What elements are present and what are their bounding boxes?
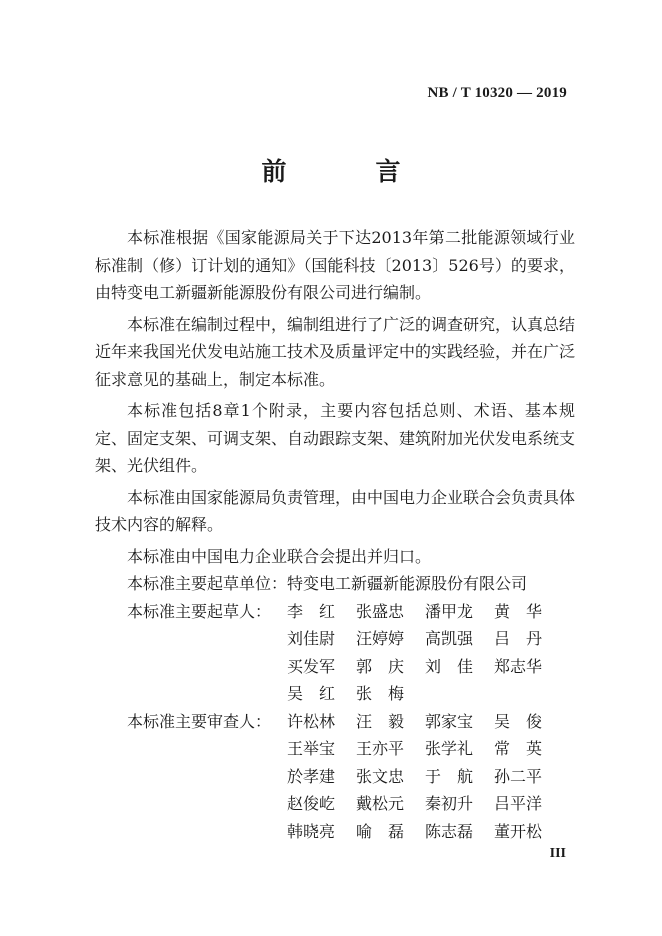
drafters-roster — [95, 598, 575, 708]
person-name: 汪婷婷 — [356, 629, 405, 648]
reviewers-label: 本标准主要审查人： — [127, 711, 272, 731]
person-name: 郑志华 — [494, 656, 543, 676]
paragraph-proposer: 本标准由中国电力企业联合会提出并归口。 — [127, 546, 432, 566]
reviewers-row — [287, 735, 563, 763]
person-name: 于 航 — [425, 766, 474, 786]
person-name: 常 英 — [494, 739, 543, 758]
reviewers-row — [287, 818, 563, 846]
person-name: 李 红 — [287, 601, 336, 621]
reviewers-row — [287, 790, 563, 818]
person-name: 潘甲龙 — [425, 601, 474, 621]
person-name: 张盛忠 — [356, 601, 405, 621]
paragraph-drafting-unit: 本标准主要起草单位：特变电工新疆新能源股份有限公司 — [127, 574, 528, 593]
reviewers-roster — [95, 708, 575, 846]
person-name: 王亦平 — [356, 739, 405, 758]
person-name: 刘佳尉 — [287, 629, 336, 648]
paragraph-basis: 本标准根据《国家能源局关于下达2013年第二批能源领域行业标准制（修）订计划的通知》（国能科技〔2013〕526号）的要求，由特变电工新疆新能源股份有限公司进行编制。 — [95, 228, 575, 302]
person-name: 汪 毅 — [356, 711, 405, 731]
person-name: 张学礼 — [425, 739, 474, 758]
person-name: 董开松 — [494, 821, 543, 841]
person-name: 喻 磊 — [356, 821, 405, 841]
person-name: 赵俊屹 — [287, 794, 336, 813]
reviewers-row — [287, 708, 563, 736]
person-name: 吕 丹 — [494, 629, 543, 648]
page-title: 前 言 — [261, 157, 433, 186]
reviewers-row — [287, 763, 563, 791]
preface-body — [95, 224, 575, 845]
person-name: 买发军 — [287, 656, 336, 676]
person-name: 陈志磊 — [425, 821, 474, 841]
person-name: 於孝建 — [287, 766, 336, 786]
person-name: 刘 佳 — [425, 656, 474, 676]
person-name: 张 梅 — [356, 684, 405, 703]
drafters-row — [287, 625, 563, 653]
drafters-label: 本标准主要起草人： — [127, 601, 272, 621]
standard-number: NB / T 10320 — 2019 — [427, 85, 567, 101]
person-name: 高凯强 — [425, 629, 474, 648]
paragraph-management: 本标准由国家能源局负责管理，由中国电力企业联合会负责具体技术内容的解释。 — [95, 487, 576, 534]
person-name: 吕平洋 — [494, 794, 543, 813]
person-name: 吴 红 — [287, 684, 336, 703]
person-name: 王举宝 — [287, 739, 336, 758]
person-name: 孙二平 — [494, 766, 543, 786]
person-name: 郭家宝 — [425, 711, 474, 731]
person-name: 秦初升 — [425, 794, 474, 813]
person-name: 戴松元 — [356, 794, 405, 813]
drafters-row — [287, 653, 563, 681]
person-name: 郭 庆 — [356, 656, 405, 676]
drafters-row — [287, 598, 563, 626]
person-name: 张文忠 — [356, 766, 405, 786]
person-name: 韩晓亮 — [287, 821, 336, 841]
person-name: 许松林 — [287, 711, 336, 731]
drafters-row — [287, 680, 563, 708]
paragraph-contents: 本标准包括8章1个附录，主要内容包括总则、术语、基本规定、固定支架、可调支架、自动跟踪支架、建筑附加光伏发电系统支架、光伏组件。 — [95, 401, 576, 475]
drafters-names — [287, 598, 563, 708]
person-name: 吴 俊 — [494, 711, 543, 731]
reviewers-names — [287, 708, 563, 846]
page-number: III — [549, 846, 566, 861]
person-name: 黄 华 — [494, 601, 543, 621]
paragraph-process: 本标准在编制过程中，编制组进行了广泛的调查研究，认真总结近年来我国光伏发电站施工技术及质量评定中的实践经验，并在广泛征求意见的基础上，制定本标准。 — [95, 314, 576, 389]
